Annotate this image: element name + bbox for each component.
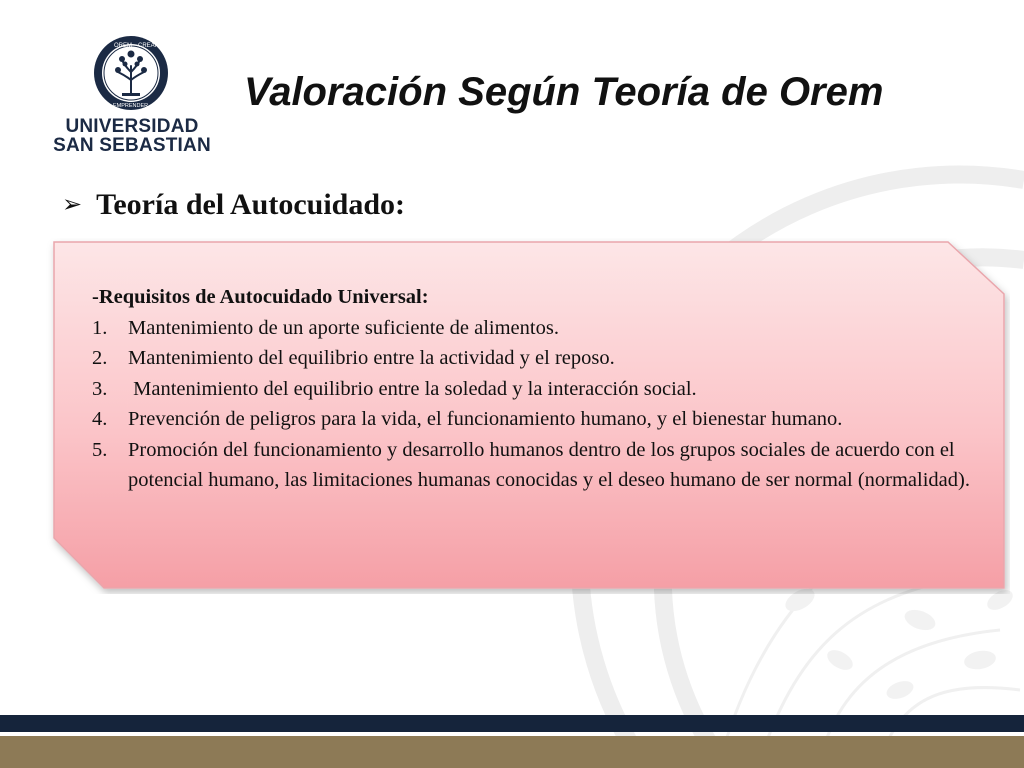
list-item: [92, 404, 972, 435]
requirements-heading: -Requisitos de Autocuidado Universal:: [92, 286, 429, 308]
footer-bar-gold: [0, 736, 1024, 768]
list-item-text: Mantenimiento del equilibrio entre la actividad y el reposo.: [128, 347, 615, 369]
svg-text:CREAR: CREAR: [138, 43, 160, 49]
list-item-number: 1.: [92, 316, 108, 339]
slide-title: Valoración Según Teoría de Orem: [244, 70, 884, 114]
section-heading-text: Teoría del Autocuidado:: [96, 188, 406, 221]
arrow-bullet-icon: ➢: [62, 190, 83, 218]
requirements-list: [92, 313, 972, 496]
svg-text:OREM: OREM: [114, 43, 132, 49]
section-heading: [62, 188, 405, 222]
list-item-text: Mantenimiento de un aporte suficiente de alimentos.: [128, 316, 559, 339]
list-item-number: 2.: [92, 347, 108, 369]
list-item: [92, 313, 972, 344]
list-item-number: 3.: [92, 377, 108, 400]
logo-university-text: UNIVERSIDAD: [65, 116, 199, 137]
list-item-text: Promoción del funcionamiento y desarrollo humanos dentro de los grupos sociales de acuerdo con el potencial humano, las limitaciones humanas conocidas y el deseo humano de ser normal (normalidad).: [128, 438, 970, 491]
requirements-box: [44, 238, 1010, 594]
university-seal-icon: [92, 34, 170, 112]
list-item-number: 5.: [92, 438, 108, 461]
svg-text:EMPRENDER: EMPRENDER: [113, 103, 149, 109]
university-logo: [48, 34, 216, 154]
footer-bar-dark: [0, 715, 1024, 732]
list-item: [92, 435, 972, 496]
logo-name-text: SAN SEBASTIAN: [53, 135, 211, 156]
list-item: [92, 374, 972, 405]
list-item: [92, 343, 972, 374]
list-item-number: 4.: [92, 408, 108, 430]
list-item-text: Prevención de peligros para la vida, el funcionamiento humano, y el bienestar humano.: [128, 408, 843, 430]
list-item-text: Mantenimiento del equilibrio entre la soledad y la interacción social.: [128, 377, 697, 400]
requirements-content: [92, 282, 972, 496]
